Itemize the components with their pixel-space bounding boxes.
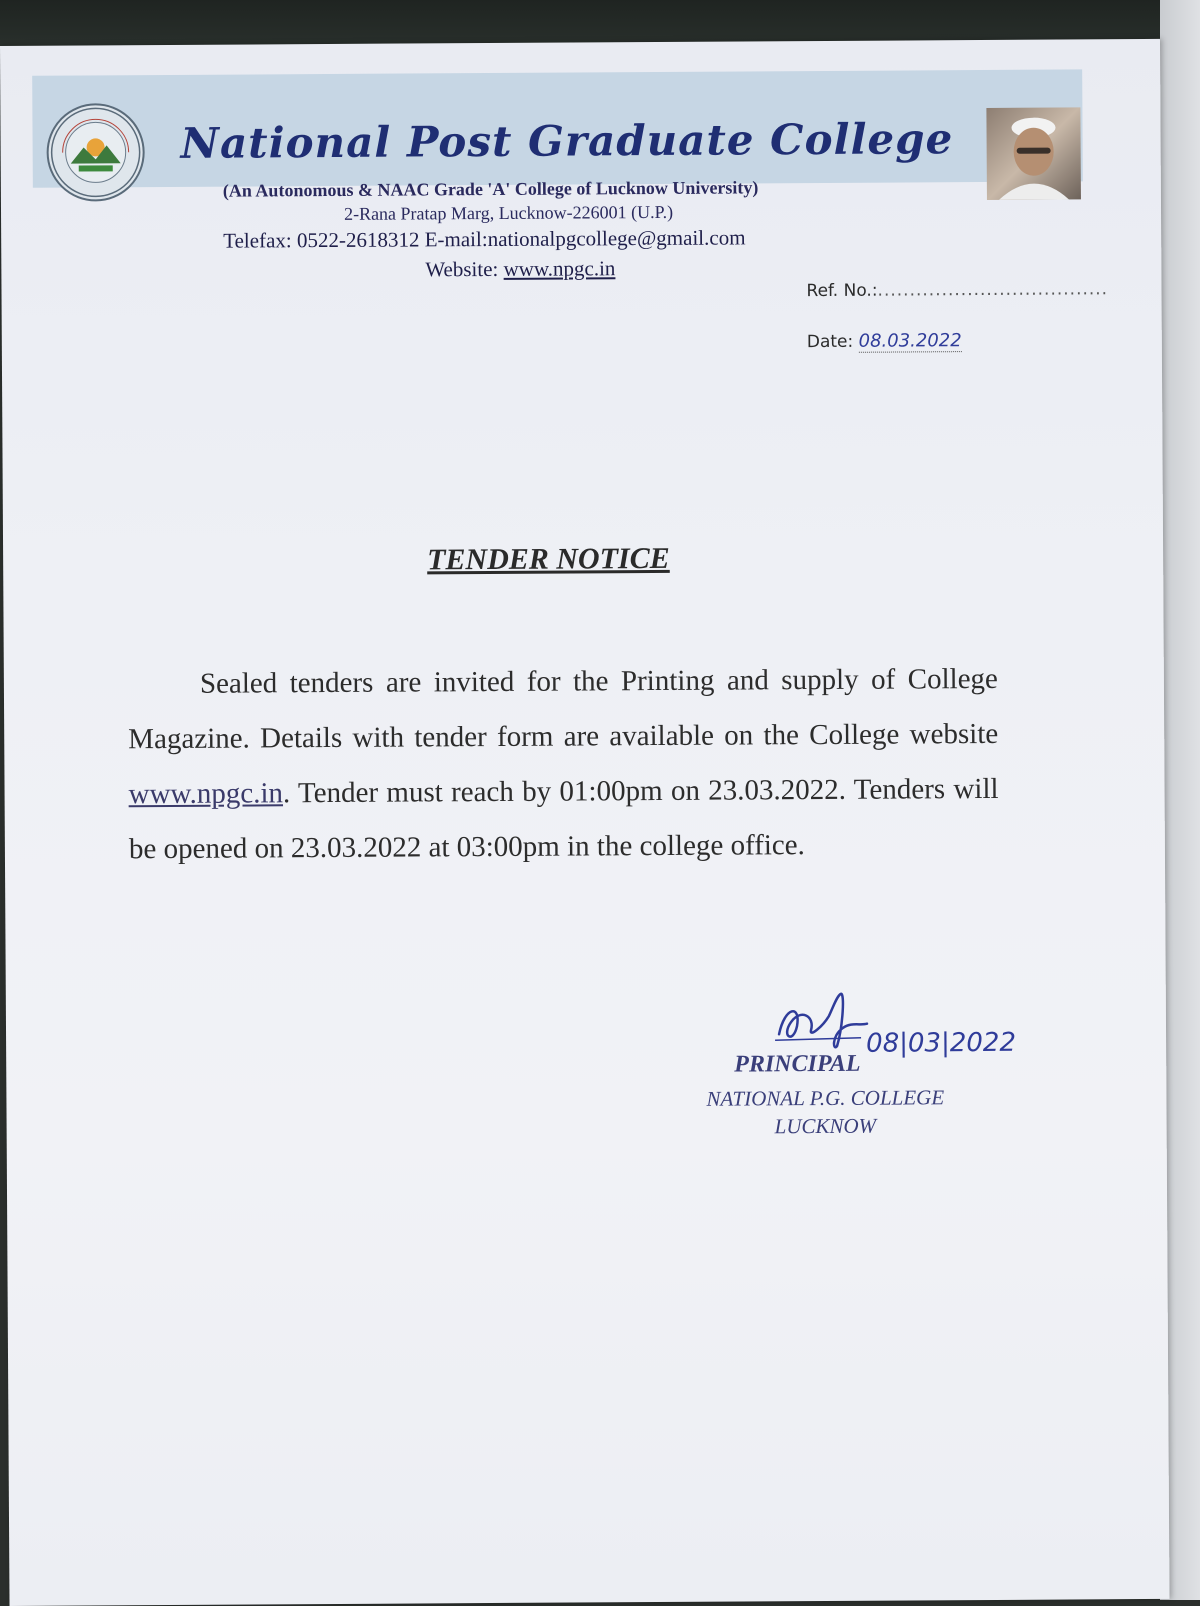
college-logo-icon [46,103,145,202]
college-contact: Telefax: 0522-2618312 E-mail:nationalpgcollege@gmail.com [223,225,746,253]
signature-date: 08|03|2022 [866,1027,1017,1059]
reference-number [806,279,1109,302]
college-address: 2-Rana Pratap Marg, Lucknow-226001 (U.P.) [343,201,674,224]
date-label: Date: [806,331,859,353]
college-subtitle: (An Autonomous & NAAC Grade 'A' College of Lucknow University) [222,177,759,201]
notice-body [128,652,999,877]
date-value: 08.03.2022 [858,330,962,352]
notice-body-part2: . Tender must reach by 01:00pm on 23.03.2022. Tenders will be opened on 23.03.2022 at 03:00pm in the college office. [128,772,999,866]
ref-value: .................................... [877,279,1109,301]
ref-label: Ref. No.: [806,280,878,302]
college-name: National Post Graduate College [180,114,954,168]
document-page [0,39,1170,1606]
website-label: Website: [425,256,504,282]
notice-title: TENDER NOTICE [427,541,670,577]
notice-body-link[interactable]: www.npgc.in [128,777,284,811]
notice-body-part1: Sealed tenders are invited for the Printing and supply of College Magazine. Details with tender form are available on the College website [128,662,999,756]
signatory-city: LUCKNOW [774,1113,877,1139]
letter-date [807,329,1077,352]
college-website [425,256,725,283]
signatory-title: PRINCIPAL [734,1050,861,1078]
website-link[interactable]: www.npgc.in [503,256,616,281]
founder-portrait [986,107,1081,200]
signatory-institution: NATIONAL P.G. COLLEGE [706,1085,945,1111]
